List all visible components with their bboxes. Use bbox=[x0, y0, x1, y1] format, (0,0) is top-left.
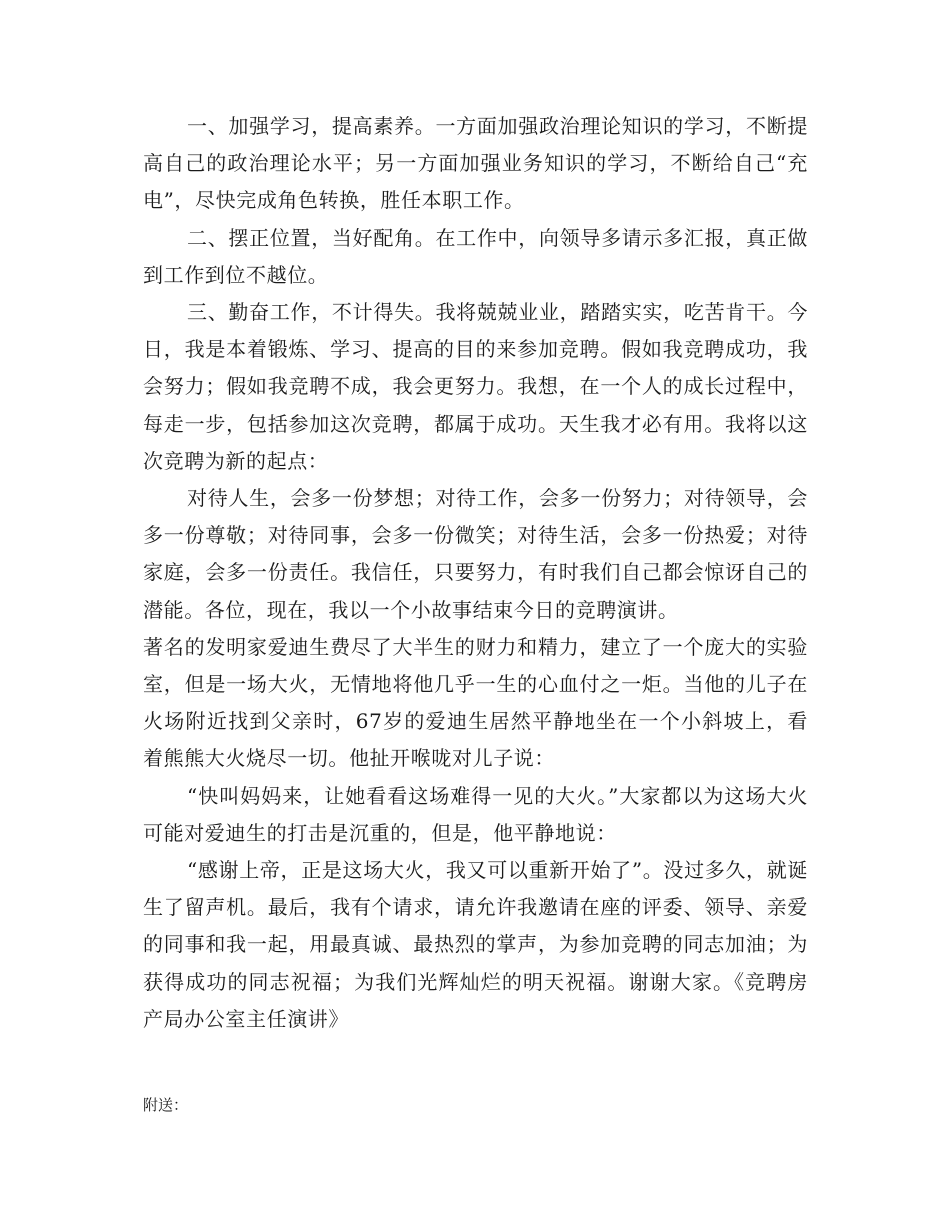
paragraph-work: 三、勤奋工作，不计得失。我将兢兢业业，踏踏实实，吃苦肯干。今日，我是本着锻炼、学习、提高的目的来参加竞聘。假如我竞聘成功，我会努力；假如我竞聘不成，我会更努力。我想，在一个人的成长过程中，每走一步，包括参加这次竞聘，都属于成功。天生我才必有用。我将以这次竞聘为新的起点： bbox=[143, 300, 808, 473]
paragraph-edison-story: 著名的发明家爱迪生费尽了大半生的财力和精力，建立了一个庞大的实验室，但是一场大火，无情地将他几乎一生的心血付之一炬。当他的儿子在火场附近找到父亲时，67岁的爱迪生居然平静地坐在一个小斜坡上，看着熊熊大火烧尽一切。他扯开喉咙对儿子说： bbox=[143, 634, 808, 771]
document-body bbox=[143, 108, 808, 1038]
paragraph-closing: “感谢上帝，正是这场大火，我又可以重新开始了”。没过多久，就诞生了留声机。最后，我有个请求，请允许我邀请在座的评委、领导、亲爱的同事和我一起，用最真诚、最热烈的掌声，为参加竞聘的同志加油；为获得成功的同志祝福；为我们光辉灿烂的明天祝福。谢谢大家。《竞聘房产局办公室主任演讲》 bbox=[143, 858, 808, 1031]
paragraph-study: 一、加强学习，提高素养。一方面加强政治理论知识的学习，不断提高自己的政治理论水平；另一方面加强业务知识的学习，不断给自己“充电”，尽快完成角色转换，胜任本职工作。 bbox=[143, 114, 808, 213]
paragraph-quote-mother: “快叫妈妈来，让她看看这场难得一见的大火。”大家都以为这场大火可能对爱迪生的打击是沉重的，但是，他平静地说： bbox=[143, 783, 808, 845]
paragraph-attitude: 对待人生，会多一份梦想；对待工作，会多一份努力；对待领导，会多一份尊敬；对待同事，会多一份微笑；对待生活，会多一份热爱；对待家庭，会多一份责任。我信任，只要努力，有时我们自己都会惊讶自己的潜能。各位，现在，我以一个小故事结束今日的竞聘演讲。 bbox=[143, 486, 808, 622]
appendix-label: 附送： bbox=[143, 1096, 189, 1114]
paragraph-position: 二、摆正位置，当好配角。在工作中，向领导多请示多汇报，真正做到工作到位不越位。 bbox=[143, 225, 808, 287]
